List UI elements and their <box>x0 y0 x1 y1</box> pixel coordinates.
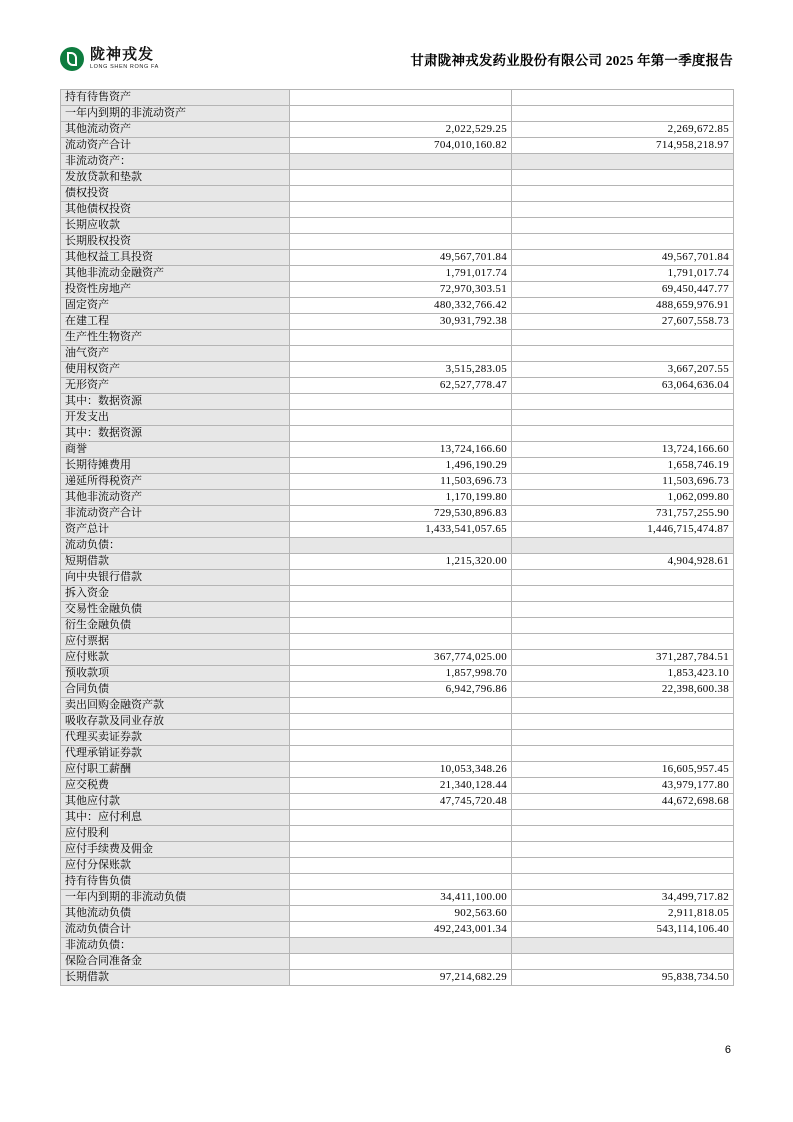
row-value-current: 2,022,529.25 <box>290 122 512 138</box>
row-value-current: 30,931,792.38 <box>290 314 512 330</box>
table-row <box>61 858 734 874</box>
row-value-current: 1,433,541,057.65 <box>290 522 512 538</box>
table-row <box>61 154 734 170</box>
row-value-current: 6,942,796.86 <box>290 682 512 698</box>
row-value-prior: 1,658,746.19 <box>512 458 734 474</box>
row-value-prior <box>512 826 734 842</box>
table-row <box>61 474 734 490</box>
row-value-current <box>290 954 512 970</box>
table-row <box>61 890 734 906</box>
row-value-current: 34,411,100.00 <box>290 890 512 906</box>
row-value-prior <box>512 634 734 650</box>
table-row <box>61 330 734 346</box>
row-value-prior <box>512 618 734 634</box>
row-label: 其他流动资产 <box>61 122 290 138</box>
row-label: 持有待售负债 <box>61 874 290 890</box>
table-row <box>61 506 734 522</box>
row-label: 应付手续费及佣金 <box>61 842 290 858</box>
row-value-prior: 371,287,784.51 <box>512 650 734 666</box>
row-label: 一年内到期的非流动负债 <box>61 890 290 906</box>
row-value-prior: 13,724,166.60 <box>512 442 734 458</box>
row-value-current: 1,215,320.00 <box>290 554 512 570</box>
row-value-current <box>290 826 512 842</box>
row-value-current <box>290 154 512 170</box>
row-value-current <box>290 426 512 442</box>
row-value-prior <box>512 810 734 826</box>
row-value-current: 62,527,778.47 <box>290 378 512 394</box>
table-row <box>61 234 734 250</box>
row-label: 固定资产 <box>61 298 290 314</box>
row-value-prior <box>512 858 734 874</box>
row-value-prior <box>512 410 734 426</box>
row-value-prior: 43,979,177.80 <box>512 778 734 794</box>
row-value-current: 492,243,001.34 <box>290 922 512 938</box>
row-value-current <box>290 202 512 218</box>
table-row <box>61 394 734 410</box>
row-value-current: 49,567,701.84 <box>290 250 512 266</box>
row-value-current <box>290 602 512 618</box>
table-row <box>61 298 734 314</box>
row-label: 流动资产合计 <box>61 138 290 154</box>
row-value-prior: 63,064,636.04 <box>512 378 734 394</box>
row-label: 合同负债 <box>61 682 290 698</box>
table-row <box>61 746 734 762</box>
row-value-prior <box>512 218 734 234</box>
row-label: 长期待摊费用 <box>61 458 290 474</box>
row-label: 债权投资 <box>61 186 290 202</box>
row-value-current <box>290 90 512 106</box>
balance-sheet-table <box>60 89 734 986</box>
row-value-current <box>290 330 512 346</box>
row-value-prior: 1,853,423.10 <box>512 666 734 682</box>
row-label: 代理买卖证券款 <box>61 730 290 746</box>
table-row <box>61 202 734 218</box>
row-value-current <box>290 538 512 554</box>
logo-emblem-icon <box>60 47 84 71</box>
row-label: 应付职工薪酬 <box>61 762 290 778</box>
row-label: 长期借款 <box>61 970 290 986</box>
table-row <box>61 106 734 122</box>
row-value-current <box>290 810 512 826</box>
table-row <box>61 810 734 826</box>
row-value-prior: 3,667,207.55 <box>512 362 734 378</box>
row-label: 拆入资金 <box>61 586 290 602</box>
row-value-prior: 34,499,717.82 <box>512 890 734 906</box>
row-value-prior <box>512 730 734 746</box>
row-value-current: 902,563.60 <box>290 906 512 922</box>
row-label: 保险合同准备金 <box>61 954 290 970</box>
row-value-prior <box>512 346 734 362</box>
row-label: 交易性金融负债 <box>61 602 290 618</box>
row-value-current <box>290 586 512 602</box>
row-label: 其中：数据资源 <box>61 426 290 442</box>
table-row <box>61 362 734 378</box>
table-row <box>61 938 734 954</box>
row-label: 其他非流动资产 <box>61 490 290 506</box>
row-label: 非流动资产合计 <box>61 506 290 522</box>
table-row <box>61 650 734 666</box>
row-value-prior: 1,791,017.74 <box>512 266 734 282</box>
row-value-current <box>290 106 512 122</box>
row-value-prior: 543,114,106.40 <box>512 922 734 938</box>
row-value-prior: 4,904,928.61 <box>512 554 734 570</box>
table-row <box>61 778 734 794</box>
row-label: 应付票据 <box>61 634 290 650</box>
row-value-current <box>290 218 512 234</box>
row-value-current: 13,724,166.60 <box>290 442 512 458</box>
row-value-prior <box>512 234 734 250</box>
row-value-prior: 2,269,672.85 <box>512 122 734 138</box>
row-value-prior: 2,911,818.05 <box>512 906 734 922</box>
row-value-prior: 1,446,715,474.87 <box>512 522 734 538</box>
row-value-prior: 95,838,734.50 <box>512 970 734 986</box>
row-value-prior <box>512 394 734 410</box>
table-row <box>61 346 734 362</box>
row-value-prior <box>512 154 734 170</box>
row-label: 应付账款 <box>61 650 290 666</box>
table-row <box>61 586 734 602</box>
row-label: 商誉 <box>61 442 290 458</box>
table-row <box>61 538 734 554</box>
logo-text <box>90 48 159 71</box>
row-value-prior <box>512 90 734 106</box>
row-value-prior <box>512 330 734 346</box>
table-row <box>61 522 734 538</box>
row-value-prior <box>512 538 734 554</box>
row-label: 油气资产 <box>61 346 290 362</box>
row-value-prior <box>512 714 734 730</box>
row-value-current <box>290 234 512 250</box>
row-value-prior: 731,757,255.90 <box>512 506 734 522</box>
row-label: 短期借款 <box>61 554 290 570</box>
row-value-prior: 27,607,558.73 <box>512 314 734 330</box>
row-value-prior <box>512 586 734 602</box>
row-label: 流动负债合计 <box>61 922 290 938</box>
table-row <box>61 458 734 474</box>
row-label: 长期股权投资 <box>61 234 290 250</box>
table-row <box>61 618 734 634</box>
table-row <box>61 426 734 442</box>
table-row <box>61 266 734 282</box>
row-label: 资产总计 <box>61 522 290 538</box>
row-value-current: 729,530,896.83 <box>290 506 512 522</box>
row-label: 吸收存款及同业存放 <box>61 714 290 730</box>
row-value-current: 21,340,128.44 <box>290 778 512 794</box>
row-value-current <box>290 874 512 890</box>
table-row <box>61 762 734 778</box>
row-value-prior: 714,958,218.97 <box>512 138 734 154</box>
row-label: 递延所得税资产 <box>61 474 290 490</box>
row-value-current <box>290 170 512 186</box>
row-value-current: 1,791,017.74 <box>290 266 512 282</box>
row-label: 长期应收款 <box>61 218 290 234</box>
row-value-prior <box>512 954 734 970</box>
row-value-current: 11,503,696.73 <box>290 474 512 490</box>
row-label: 其他流动负债 <box>61 906 290 922</box>
table-row <box>61 634 734 650</box>
row-value-current: 1,496,190.29 <box>290 458 512 474</box>
row-value-current <box>290 938 512 954</box>
row-value-current: 10,053,348.26 <box>290 762 512 778</box>
row-value-current: 72,970,303.51 <box>290 282 512 298</box>
row-value-current: 704,010,160.82 <box>290 138 512 154</box>
row-value-prior: 69,450,447.77 <box>512 282 734 298</box>
table-row <box>61 442 734 458</box>
row-label: 非流动负债： <box>61 938 290 954</box>
row-label: 非流动资产： <box>61 154 290 170</box>
row-value-prior: 22,398,600.38 <box>512 682 734 698</box>
row-value-current <box>290 410 512 426</box>
row-label: 使用权资产 <box>61 362 290 378</box>
row-label: 发放贷款和垫款 <box>61 170 290 186</box>
row-value-prior: 16,605,957.45 <box>512 762 734 778</box>
table-body <box>61 90 734 986</box>
table-row <box>61 682 734 698</box>
table-row <box>61 170 734 186</box>
row-label: 一年内到期的非流动资产 <box>61 106 290 122</box>
row-label: 投资性房地产 <box>61 282 290 298</box>
row-value-prior <box>512 602 734 618</box>
row-value-current <box>290 842 512 858</box>
table-row <box>61 122 734 138</box>
row-value-current: 367,774,025.00 <box>290 650 512 666</box>
row-label: 向中央银行借款 <box>61 570 290 586</box>
logo-english-name: LONG SHEN RONG FA <box>90 63 159 70</box>
table-row <box>61 602 734 618</box>
table-row <box>61 954 734 970</box>
table-row <box>61 250 734 266</box>
row-value-current <box>290 634 512 650</box>
row-value-current: 47,745,720.48 <box>290 794 512 810</box>
row-label: 其他债权投资 <box>61 202 290 218</box>
row-value-prior <box>512 170 734 186</box>
row-value-prior <box>512 426 734 442</box>
row-label: 开发支出 <box>61 410 290 426</box>
row-value-prior: 488,659,976.91 <box>512 298 734 314</box>
row-label: 应交税费 <box>61 778 290 794</box>
row-label: 衍生金融负债 <box>61 618 290 634</box>
table-row <box>61 378 734 394</box>
row-value-current <box>290 186 512 202</box>
table-row <box>61 826 734 842</box>
row-label: 其中：应付利息 <box>61 810 290 826</box>
row-value-prior <box>512 698 734 714</box>
table-row <box>61 730 734 746</box>
row-label: 应付股利 <box>61 826 290 842</box>
report-title: 甘肃陇神戎发药业股份有限公司 2025 年第一季度报告 <box>410 53 733 68</box>
row-label: 代理承销证券款 <box>61 746 290 762</box>
table-row <box>61 922 734 938</box>
row-value-current <box>290 618 512 634</box>
table-row <box>61 186 734 202</box>
table-row <box>61 90 734 106</box>
page-header <box>60 42 733 76</box>
table-row <box>61 794 734 810</box>
row-label: 其他非流动金融资产 <box>61 266 290 282</box>
row-value-current: 1,857,998.70 <box>290 666 512 682</box>
row-label: 应付分保账款 <box>61 858 290 874</box>
row-label: 在建工程 <box>61 314 290 330</box>
row-value-prior <box>512 186 734 202</box>
row-value-current <box>290 714 512 730</box>
table-row <box>61 666 734 682</box>
row-value-prior <box>512 938 734 954</box>
row-label: 流动负债： <box>61 538 290 554</box>
table-row <box>61 842 734 858</box>
row-value-current <box>290 346 512 362</box>
table-row <box>61 410 734 426</box>
row-label: 无形资产 <box>61 378 290 394</box>
table-row <box>61 282 734 298</box>
row-label: 其他应付款 <box>61 794 290 810</box>
row-value-current <box>290 746 512 762</box>
table-row <box>61 554 734 570</box>
row-label: 其他权益工具投资 <box>61 250 290 266</box>
row-value-current: 1,170,199.80 <box>290 490 512 506</box>
row-value-prior: 1,062,099.80 <box>512 490 734 506</box>
table-row <box>61 490 734 506</box>
table-row <box>61 314 734 330</box>
row-value-current <box>290 730 512 746</box>
table-row <box>61 874 734 890</box>
company-logo <box>60 47 159 71</box>
page-number: 6 <box>724 1044 731 1056</box>
table-row <box>61 138 734 154</box>
logo-chinese-name: 陇神戎发 <box>90 46 155 63</box>
row-label: 卖出回购金融资产款 <box>61 698 290 714</box>
row-label: 持有待售资产 <box>61 90 290 106</box>
row-label: 其中：数据资源 <box>61 394 290 410</box>
row-value-prior: 44,672,698.68 <box>512 794 734 810</box>
row-value-current <box>290 394 512 410</box>
row-label: 生产性生物资产 <box>61 330 290 346</box>
row-value-prior <box>512 842 734 858</box>
row-label: 预收款项 <box>61 666 290 682</box>
row-value-current <box>290 698 512 714</box>
row-value-current: 97,214,682.29 <box>290 970 512 986</box>
table-row <box>61 218 734 234</box>
table-row <box>61 698 734 714</box>
row-value-prior: 11,503,696.73 <box>512 474 734 490</box>
row-value-current <box>290 570 512 586</box>
row-value-prior <box>512 746 734 762</box>
row-value-prior <box>512 202 734 218</box>
row-value-prior <box>512 874 734 890</box>
table-row <box>61 714 734 730</box>
table-row <box>61 970 734 986</box>
row-value-current: 480,332,766.42 <box>290 298 512 314</box>
table-row <box>61 906 734 922</box>
row-value-current: 3,515,283.05 <box>290 362 512 378</box>
row-value-prior <box>512 570 734 586</box>
row-value-prior: 49,567,701.84 <box>512 250 734 266</box>
table-row <box>61 570 734 586</box>
row-value-prior <box>512 106 734 122</box>
row-value-current <box>290 858 512 874</box>
